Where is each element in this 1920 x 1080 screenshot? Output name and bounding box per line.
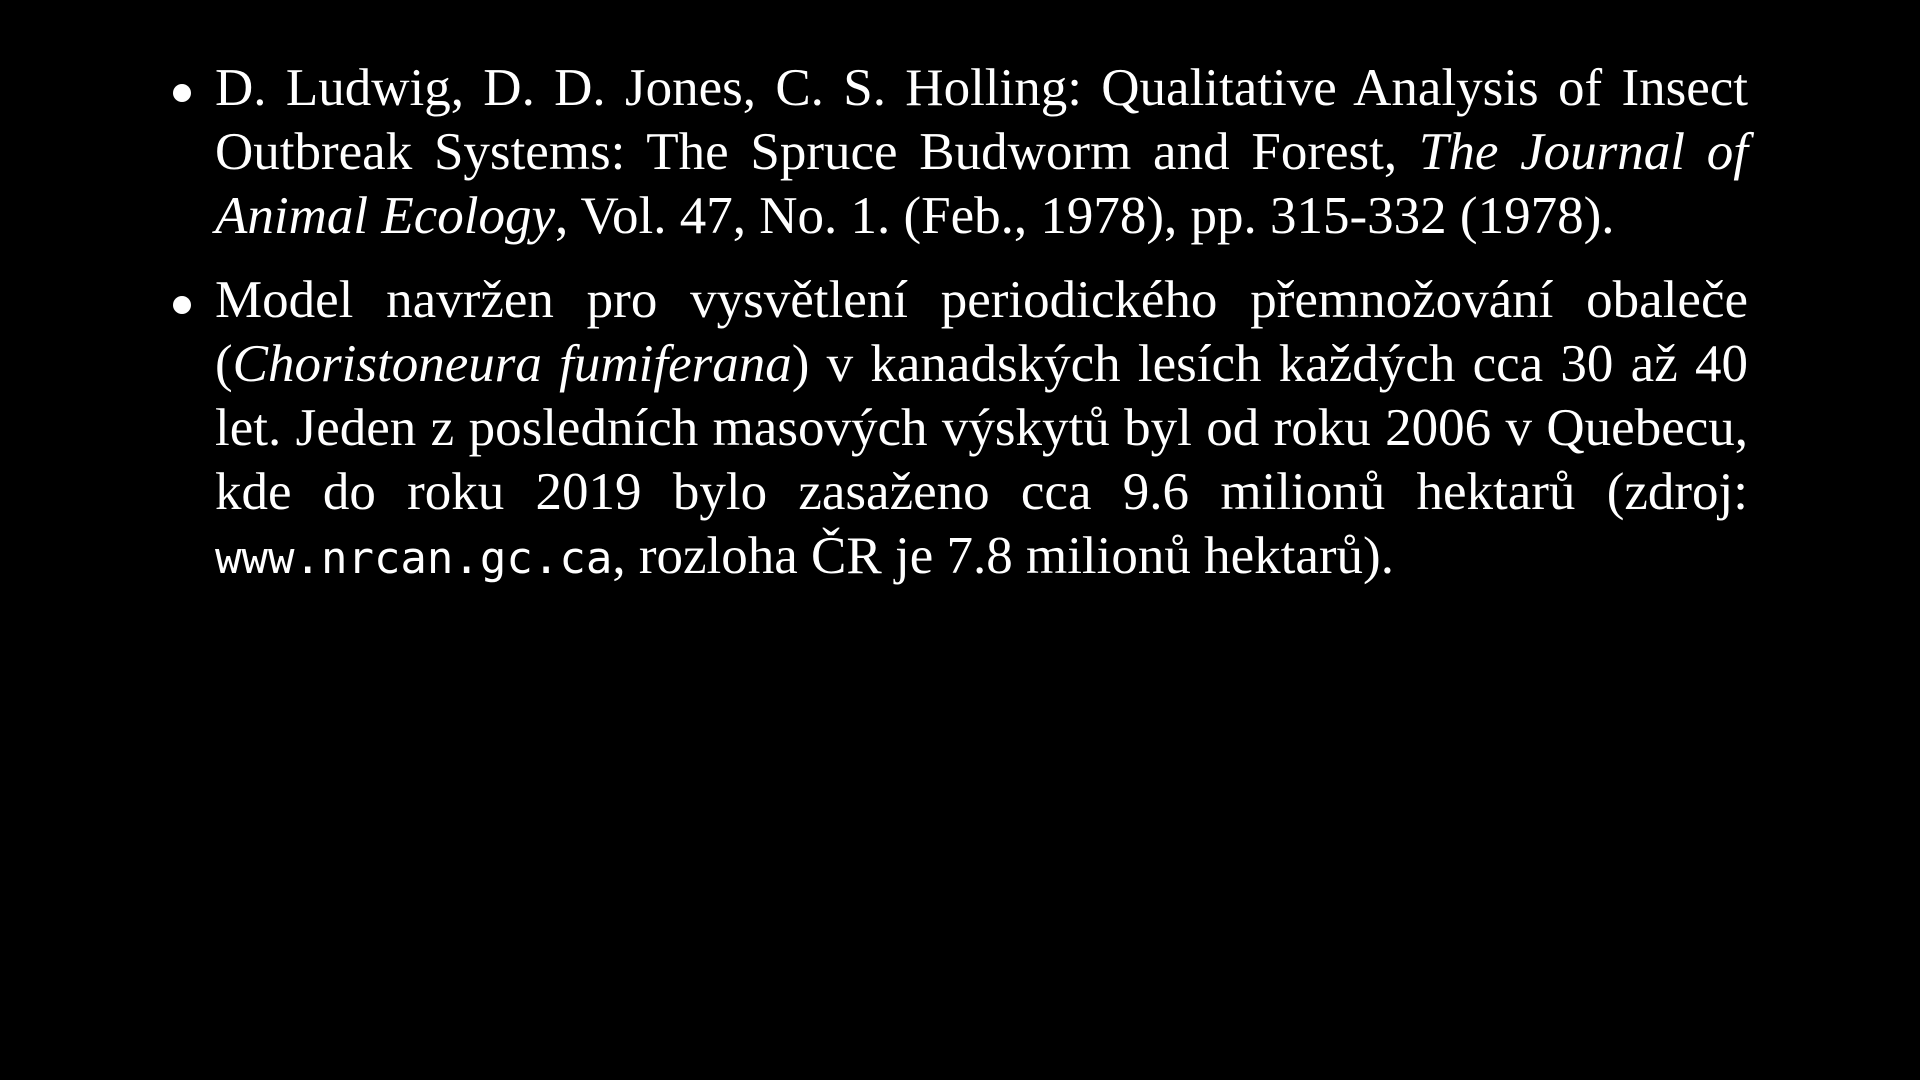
species-name: Choristoneura fumiferana <box>232 335 792 393</box>
reference-details: , Vol. 47, No. 1. (Feb., 1978), pp. 315-332 (1978). <box>555 187 1615 245</box>
bullet-icon <box>173 84 191 102</box>
model-text-start: Model navržen pro vysvětlení periodického přemnožování obaleče ( <box>215 271 1748 393</box>
bullet-list <box>168 56 1748 611</box>
source-url: www.nrcan.gc.ca <box>215 533 613 584</box>
bullet-item-reference <box>168 56 1748 248</box>
model-text-end: , rozloha ČR je 7.8 milionů hektarů). <box>612 527 1394 585</box>
model-text-middle: ) v kanadských lesích každých cca 30 až 40 let. Jeden z posledních masových výskytů byl od roku 2006 v Quebecu, kde do roku 2019 bylo zasaženo cca 9.6 milionů hektarů (zdroj: <box>215 335 1748 521</box>
bullet-item-model-description <box>168 268 1748 591</box>
reference-authors-title: D. Ludwig, D. D. Jones, C. S. Holling: Qualitative Analysis of Insect Outbreak Systems: The Spruce Budworm and Forest, <box>215 59 1748 181</box>
bullet-icon <box>173 296 191 314</box>
reference-journal: The Journal of Animal Ecology <box>215 123 1748 245</box>
